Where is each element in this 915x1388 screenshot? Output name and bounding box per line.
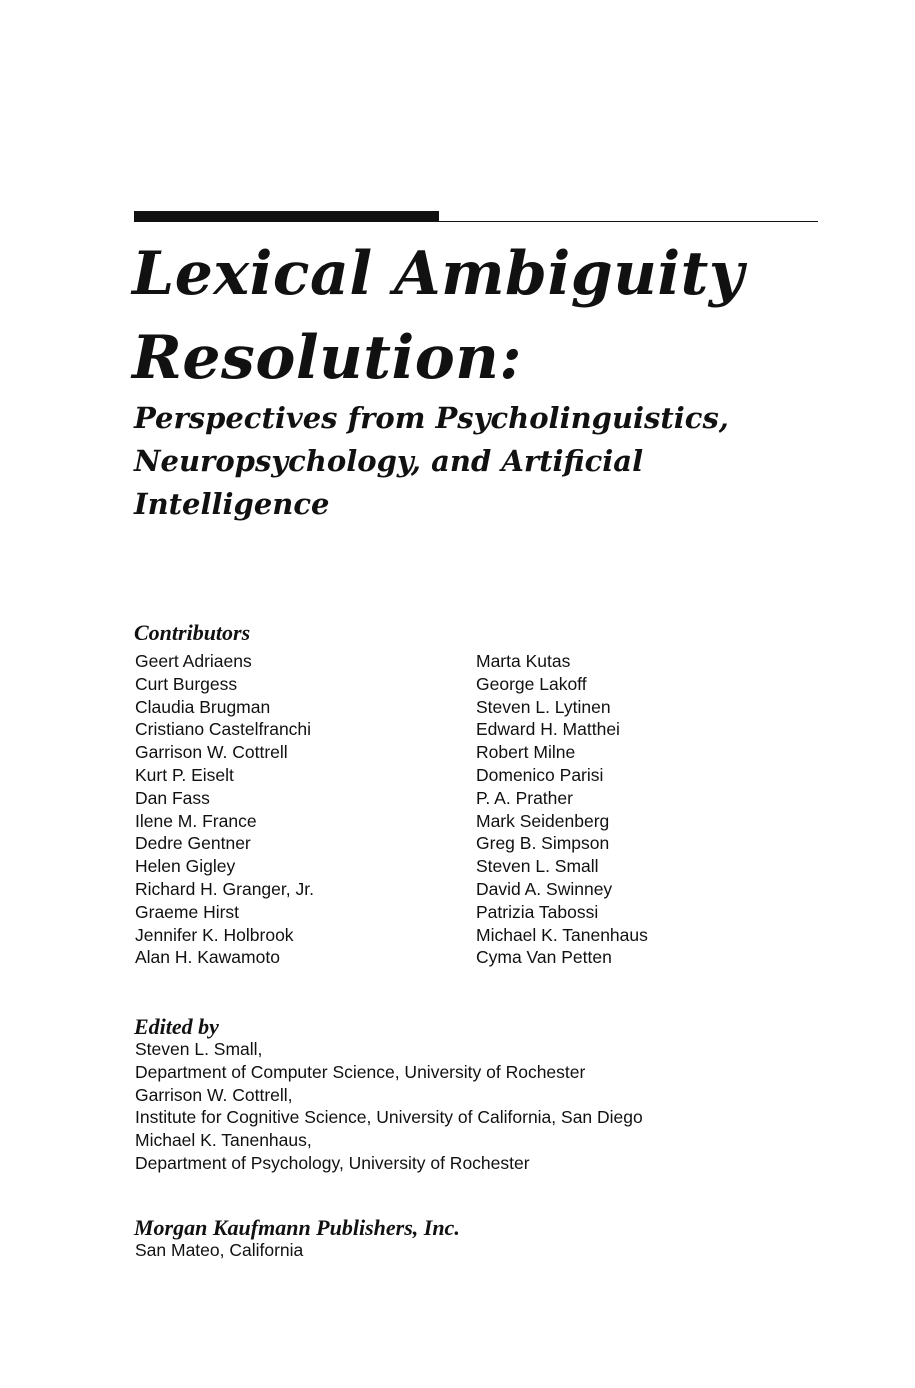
contributor-name: Claudia Brugman: [135, 696, 271, 717]
contributor-name: Marta Kutas: [476, 651, 571, 671]
contributor-name: George Lakoff: [476, 673, 587, 694]
contributor-name: Curt Burgess: [135, 673, 238, 694]
editor-affiliation: Institute for Cognitive Science, University of California, San Diego: [135, 1107, 643, 1128]
publisher-location: San Mateo, California: [135, 1240, 304, 1260]
contributor-name: Greg B. Simpson: [476, 833, 610, 854]
contributor-name: Geert Adriaens: [135, 651, 252, 671]
book-title-line-1: Lexical Ambiguity: [132, 239, 745, 309]
editor-name: Steven L. Small,: [135, 1039, 263, 1059]
title-rule-thick-segment: [134, 211, 439, 222]
contributor-name: Edward H. Matthei: [476, 719, 620, 740]
book-title: [132, 232, 744, 400]
contributors-left-column: [135, 650, 314, 969]
contributor-name: Alan H. Kawamoto: [135, 947, 280, 968]
contributor-name: Domenico Parisi: [476, 764, 604, 785]
contributor-name: Graeme Hirst: [135, 901, 240, 922]
book-subtitle: [134, 397, 729, 526]
publisher-name: Morgan Kaufmann Publishers, Inc.: [134, 1215, 460, 1240]
contributor-name: Cristiano Castelfranchi: [135, 719, 312, 740]
contributor-name: Ilene M. France: [135, 810, 257, 831]
editor-name: Garrison W. Cottrell,: [135, 1084, 293, 1105]
contributor-name: Steven L. Small: [476, 856, 599, 877]
editor-name: Michael K. Tanenhaus,: [135, 1130, 312, 1151]
contributor-name: P. A. Prather: [476, 787, 573, 808]
contributor-name: Helen Gigley: [135, 856, 236, 877]
book-subtitle-line-2: Neuropsychology, and Artificial: [134, 444, 644, 478]
contributors-heading: Contributors: [134, 620, 251, 645]
edited-by-heading: Edited by: [134, 1014, 219, 1039]
contributor-name: Kurt P. Eiselt: [135, 764, 234, 785]
book-title-line-2: Resolution:: [132, 323, 523, 393]
contributor-name: Jennifer K. Holbrook: [135, 924, 294, 945]
title-rule-thin-segment: [439, 221, 818, 222]
editors-block: [135, 1038, 643, 1175]
editor-affiliation: Department of Computer Science, University of Rochester: [135, 1061, 586, 1082]
editor-affiliation: Department of Psychology, University of Rochester: [135, 1152, 530, 1173]
contributors-right-column: [476, 650, 648, 969]
contributor-name: Cyma Van Petten: [476, 947, 612, 968]
title-rule: [134, 211, 818, 223]
book-subtitle-line-1: Perspectives from Psycholinguistics,: [134, 401, 729, 435]
contributor-name: Richard H. Granger, Jr.: [135, 878, 314, 899]
contributor-name: Patrizia Tabossi: [476, 901, 599, 922]
contributor-name: Garrison W. Cottrell: [135, 742, 288, 763]
contributor-name: David A. Swinney: [476, 878, 613, 899]
book-subtitle-line-3: Intelligence: [134, 487, 330, 521]
contributor-name: Dan Fass: [135, 787, 210, 808]
contributor-name: Michael K. Tanenhaus: [476, 924, 648, 945]
contributor-name: Dedre Gentner: [135, 833, 251, 854]
contributor-name: Robert Milne: [476, 742, 576, 763]
contributor-name: Mark Seidenberg: [476, 810, 610, 831]
contributor-name: Steven L. Lytinen: [476, 696, 611, 717]
